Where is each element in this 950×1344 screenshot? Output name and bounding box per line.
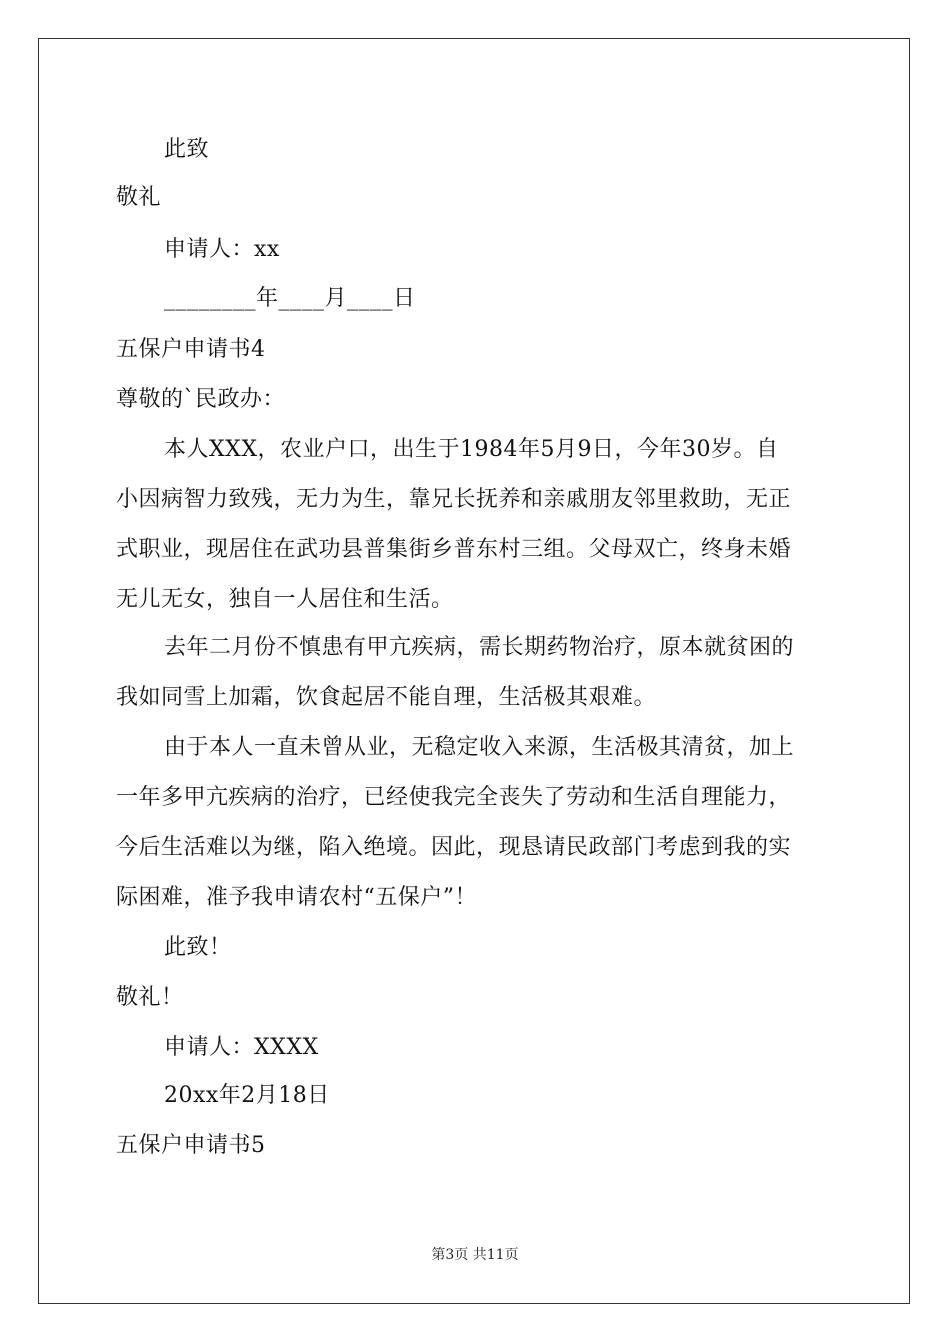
section-title: 五保户申请书4: [116, 337, 266, 362]
section-title: 五保户申请书5: [116, 1133, 266, 1158]
closing-salutation: 此致！: [164, 935, 232, 960]
letter-greeting: 尊敬的`民政办：: [116, 387, 286, 412]
paragraph-line: 小因病智力致残，无力为生，靠兄长抚养和亲戚朋友邻里救助，无正: [116, 487, 792, 512]
paragraph-line: 本人XXX，农业户口，出生于1984年5月9日，今年30岁。自: [164, 437, 779, 462]
paragraph-line: 无儿无女，独自一人居住和生活。: [116, 587, 454, 612]
letter-date: 20xx年2月18日: [164, 1083, 330, 1108]
page-border: [38, 38, 910, 1304]
date-blank: ________年____月____日: [164, 286, 416, 311]
paragraph-line: 一年多甲亢疾病的治疗，已经使我完全丧失了劳动和生活自理能力，: [116, 785, 792, 810]
closing-regards: 敬礼！: [116, 985, 184, 1010]
applicant-signature: 申请人：xx: [164, 237, 280, 262]
paragraph-line: 式职业，现居住在武功县普集街乡普东村三组。父母双亡，终身未婚: [116, 537, 792, 562]
paragraph-line: 去年二月份不慎患有甲亢疾病，需长期药物治疗，原本就贫困的: [164, 635, 795, 660]
applicant-signature: 申请人：XXXX: [164, 1035, 319, 1060]
closing-salutation: 此致: [164, 137, 210, 162]
paragraph-line: 今后生活难以为继，陷入绝境。因此，现恳请民政部门考虑到我的实: [116, 835, 792, 860]
paragraph-line: 际困难，准予我申请农村“五保户”！: [116, 885, 477, 910]
page-number: 第3页 共11页: [431, 1247, 519, 1263]
closing-regards: 敬礼: [116, 185, 162, 210]
paragraph-line: 由于本人一直未曾从业，无稳定收入来源，生活极其清贫，加上: [164, 735, 795, 760]
paragraph-line: 我如同雪上加霜，饮食起居不能自理，生活极其艰难。: [116, 685, 657, 710]
